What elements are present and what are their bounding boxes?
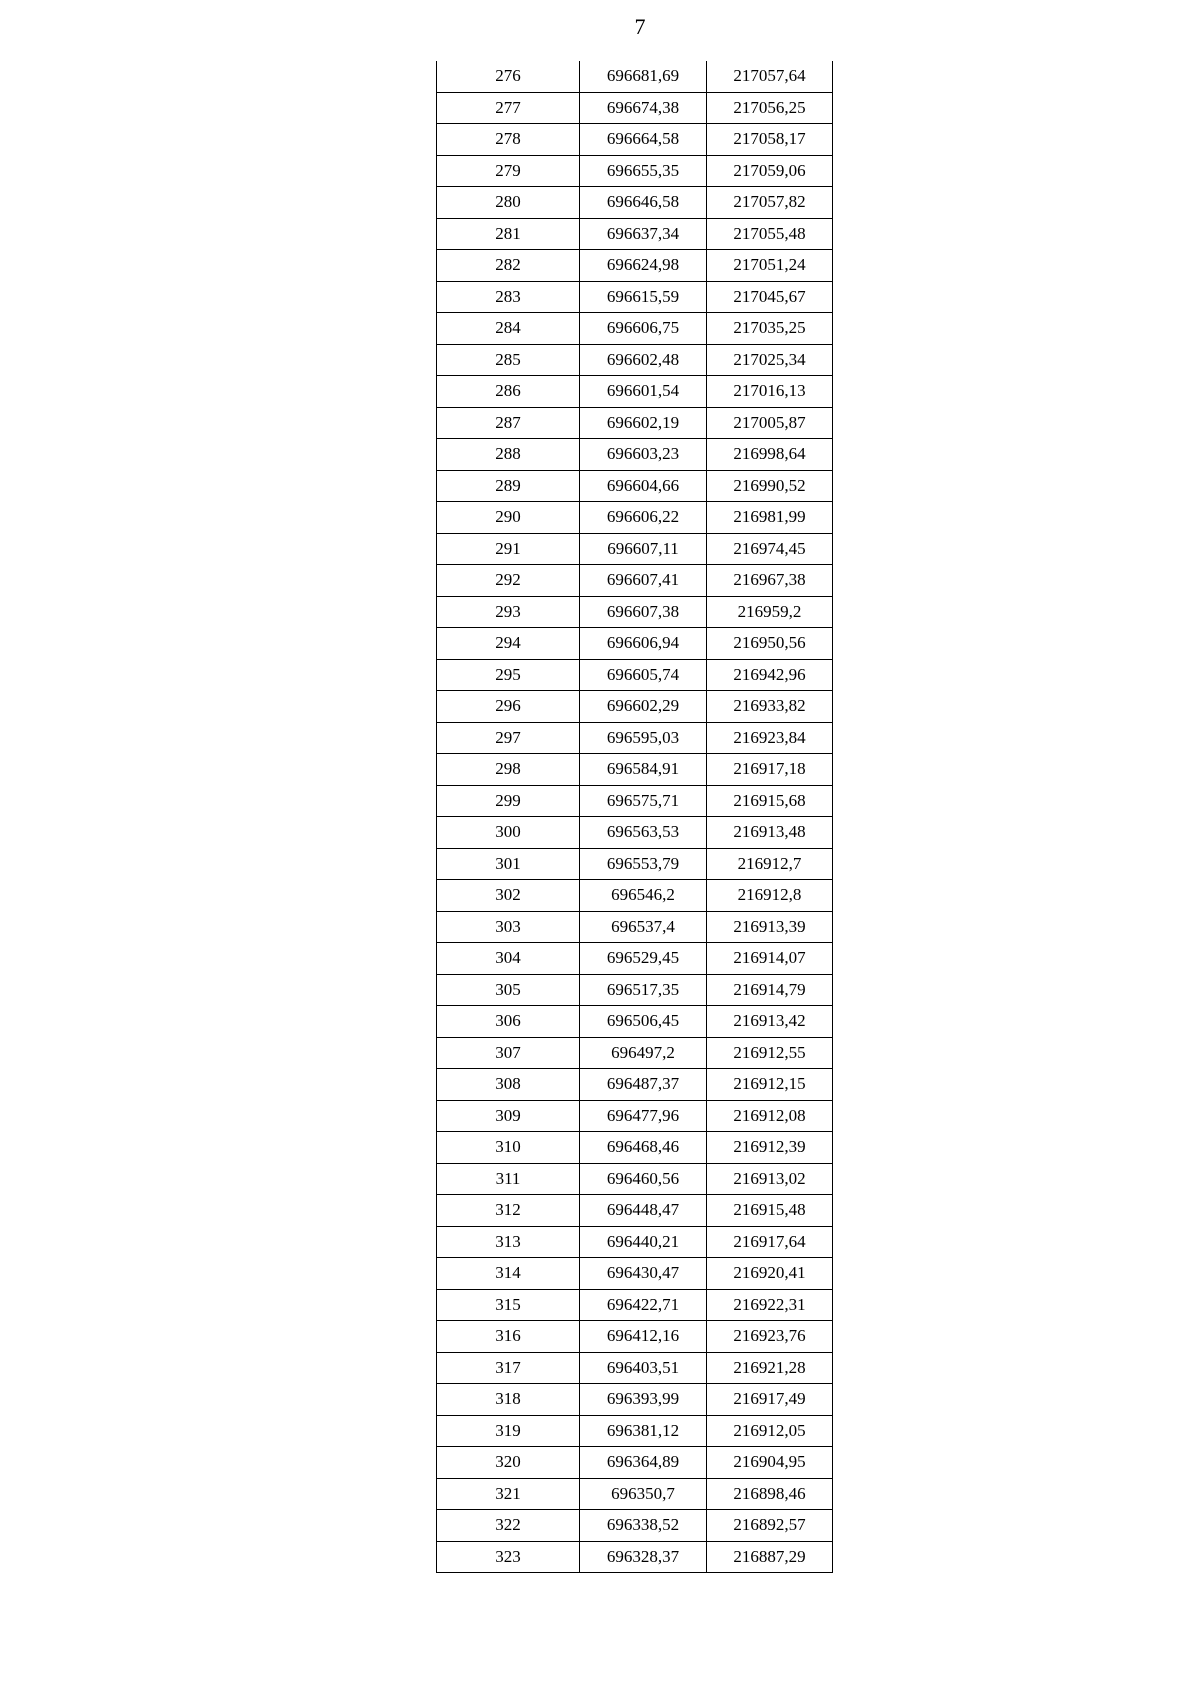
table-row [437,754,833,786]
point-number-cell: 319 [437,1415,580,1447]
x-coordinate-cell: 696553,79 [580,848,707,880]
y-coordinate-cell: 216913,48 [707,817,833,849]
table-row [437,313,833,345]
table-row [437,470,833,502]
table-row [437,1069,833,1101]
point-number-cell: 309 [437,1100,580,1132]
x-coordinate-cell: 696575,71 [580,785,707,817]
table-row [437,1384,833,1416]
table-row [437,155,833,187]
x-coordinate-cell: 696615,59 [580,281,707,313]
x-coordinate-cell: 696430,47 [580,1258,707,1290]
x-coordinate-cell: 696517,35 [580,974,707,1006]
point-number-cell: 281 [437,218,580,250]
y-coordinate-cell: 216920,41 [707,1258,833,1290]
table-row [437,1321,833,1353]
x-coordinate-cell: 696607,41 [580,565,707,597]
point-number-cell: 311 [437,1163,580,1195]
point-number-cell: 292 [437,565,580,597]
y-coordinate-cell: 216923,84 [707,722,833,754]
x-coordinate-cell: 696674,38 [580,92,707,124]
x-coordinate-cell: 696448,47 [580,1195,707,1227]
y-coordinate-cell: 216912,08 [707,1100,833,1132]
y-coordinate-cell: 217056,25 [707,92,833,124]
x-coordinate-cell: 696546,2 [580,880,707,912]
point-number-cell: 300 [437,817,580,849]
point-number-cell: 315 [437,1289,580,1321]
x-coordinate-cell: 696440,21 [580,1226,707,1258]
table-row [437,1258,833,1290]
table-row [437,1478,833,1510]
point-number-cell: 282 [437,250,580,282]
point-number-cell: 289 [437,470,580,502]
point-number-cell: 303 [437,911,580,943]
x-coordinate-cell: 696602,48 [580,344,707,376]
point-number-cell: 312 [437,1195,580,1227]
table-row [437,1352,833,1384]
point-number-cell: 316 [437,1321,580,1353]
table-row [437,281,833,313]
x-coordinate-cell: 696393,99 [580,1384,707,1416]
point-number-cell: 304 [437,943,580,975]
x-coordinate-cell: 696602,29 [580,691,707,723]
y-coordinate-cell: 216915,48 [707,1195,833,1227]
table-row [437,659,833,691]
x-coordinate-cell: 696606,22 [580,502,707,534]
point-number-cell: 307 [437,1037,580,1069]
coordinates-table-body [437,61,833,1573]
point-number-cell: 301 [437,848,580,880]
y-coordinate-cell: 216942,96 [707,659,833,691]
point-number-cell: 283 [437,281,580,313]
y-coordinate-cell: 217058,17 [707,124,833,156]
point-number-cell: 295 [437,659,580,691]
table-row [437,722,833,754]
y-coordinate-cell: 216913,42 [707,1006,833,1038]
point-number-cell: 323 [437,1541,580,1573]
point-number-cell: 318 [437,1384,580,1416]
x-coordinate-cell: 696664,58 [580,124,707,156]
x-coordinate-cell: 696655,35 [580,155,707,187]
x-coordinate-cell: 696606,75 [580,313,707,345]
y-coordinate-cell: 216974,45 [707,533,833,565]
coordinates-table [436,61,833,1573]
x-coordinate-cell: 696487,37 [580,1069,707,1101]
table-row [437,439,833,471]
y-coordinate-cell: 216912,05 [707,1415,833,1447]
y-coordinate-cell: 217059,06 [707,155,833,187]
table-row [437,250,833,282]
x-coordinate-cell: 696422,71 [580,1289,707,1321]
point-number-cell: 306 [437,1006,580,1038]
y-coordinate-cell: 216912,8 [707,880,833,912]
table-row [437,1195,833,1227]
x-coordinate-cell: 696563,53 [580,817,707,849]
point-number-cell: 297 [437,722,580,754]
x-coordinate-cell: 696646,58 [580,187,707,219]
point-number-cell: 299 [437,785,580,817]
x-coordinate-cell: 696381,12 [580,1415,707,1447]
table-row [437,1415,833,1447]
y-coordinate-cell: 216915,68 [707,785,833,817]
table-row [437,785,833,817]
y-coordinate-cell: 216959,2 [707,596,833,628]
y-coordinate-cell: 217055,48 [707,218,833,250]
point-number-cell: 317 [437,1352,580,1384]
y-coordinate-cell: 216912,15 [707,1069,833,1101]
y-coordinate-cell: 216917,18 [707,754,833,786]
y-coordinate-cell: 217005,87 [707,407,833,439]
x-coordinate-cell: 696350,7 [580,1478,707,1510]
y-coordinate-cell: 216998,64 [707,439,833,471]
point-number-cell: 278 [437,124,580,156]
x-coordinate-cell: 696602,19 [580,407,707,439]
y-coordinate-cell: 217016,13 [707,376,833,408]
y-coordinate-cell: 217057,64 [707,61,833,92]
x-coordinate-cell: 696584,91 [580,754,707,786]
point-number-cell: 305 [437,974,580,1006]
y-coordinate-cell: 217051,24 [707,250,833,282]
x-coordinate-cell: 696607,11 [580,533,707,565]
y-coordinate-cell: 217057,82 [707,187,833,219]
table-row [437,61,833,92]
point-number-cell: 288 [437,439,580,471]
x-coordinate-cell: 696624,98 [580,250,707,282]
y-coordinate-cell: 216912,7 [707,848,833,880]
y-coordinate-cell: 217025,34 [707,344,833,376]
table-row [437,1100,833,1132]
point-number-cell: 280 [437,187,580,219]
table-row [437,848,833,880]
x-coordinate-cell: 696606,94 [580,628,707,660]
y-coordinate-cell: 216887,29 [707,1541,833,1573]
table-row [437,880,833,912]
y-coordinate-cell: 217035,25 [707,313,833,345]
y-coordinate-cell: 216917,49 [707,1384,833,1416]
y-coordinate-cell: 216922,31 [707,1289,833,1321]
x-coordinate-cell: 696537,4 [580,911,707,943]
y-coordinate-cell: 216933,82 [707,691,833,723]
y-coordinate-cell: 216914,07 [707,943,833,975]
x-coordinate-cell: 696604,66 [580,470,707,502]
x-coordinate-cell: 696681,69 [580,61,707,92]
point-number-cell: 320 [437,1447,580,1479]
y-coordinate-cell: 216917,64 [707,1226,833,1258]
x-coordinate-cell: 696607,38 [580,596,707,628]
x-coordinate-cell: 696403,51 [580,1352,707,1384]
table-row [437,1289,833,1321]
point-number-cell: 321 [437,1478,580,1510]
point-number-cell: 314 [437,1258,580,1290]
y-coordinate-cell: 216904,95 [707,1447,833,1479]
x-coordinate-cell: 696605,74 [580,659,707,691]
table-row [437,407,833,439]
y-coordinate-cell: 216967,38 [707,565,833,597]
x-coordinate-cell: 696497,2 [580,1037,707,1069]
table-row [437,502,833,534]
table-row [437,911,833,943]
page-number: 7 [634,14,646,39]
point-number-cell: 310 [437,1132,580,1164]
x-coordinate-cell: 696637,34 [580,218,707,250]
table-row [437,1132,833,1164]
table-row [437,344,833,376]
point-number-cell: 290 [437,502,580,534]
table-row [437,628,833,660]
y-coordinate-cell: 216990,52 [707,470,833,502]
point-number-cell: 286 [437,376,580,408]
y-coordinate-cell: 216923,76 [707,1321,833,1353]
point-number-cell: 285 [437,344,580,376]
y-coordinate-cell: 216981,99 [707,502,833,534]
x-coordinate-cell: 696364,89 [580,1447,707,1479]
x-coordinate-cell: 696468,46 [580,1132,707,1164]
table-row [437,974,833,1006]
table-row [437,1037,833,1069]
table-row [437,376,833,408]
point-number-cell: 279 [437,155,580,187]
x-coordinate-cell: 696529,45 [580,943,707,975]
table-row [437,1510,833,1542]
table-row [437,187,833,219]
table-row [437,1226,833,1258]
x-coordinate-cell: 696412,16 [580,1321,707,1353]
point-number-cell: 276 [437,61,580,92]
table-row [437,691,833,723]
table-row [437,218,833,250]
point-number-cell: 322 [437,1510,580,1542]
x-coordinate-cell: 696460,56 [580,1163,707,1195]
point-number-cell: 284 [437,313,580,345]
y-coordinate-cell: 216913,39 [707,911,833,943]
point-number-cell: 296 [437,691,580,723]
table-row [437,124,833,156]
table-row [437,1541,833,1573]
table-row [437,1163,833,1195]
table-row [437,565,833,597]
point-number-cell: 298 [437,754,580,786]
point-number-cell: 277 [437,92,580,124]
y-coordinate-cell: 216913,02 [707,1163,833,1195]
x-coordinate-cell: 696477,96 [580,1100,707,1132]
point-number-cell: 302 [437,880,580,912]
y-coordinate-cell: 216898,46 [707,1478,833,1510]
table-row [437,1447,833,1479]
y-coordinate-cell: 216921,28 [707,1352,833,1384]
x-coordinate-cell: 696603,23 [580,439,707,471]
y-coordinate-cell: 217045,67 [707,281,833,313]
x-coordinate-cell: 696328,37 [580,1541,707,1573]
x-coordinate-cell: 696338,52 [580,1510,707,1542]
table-row [437,596,833,628]
x-coordinate-cell: 696595,03 [580,722,707,754]
point-number-cell: 293 [437,596,580,628]
table-row [437,92,833,124]
table-row [437,817,833,849]
y-coordinate-cell: 216912,39 [707,1132,833,1164]
y-coordinate-cell: 216892,57 [707,1510,833,1542]
table-row [437,533,833,565]
point-number-cell: 291 [437,533,580,565]
point-number-cell: 308 [437,1069,580,1101]
x-coordinate-cell: 696601,54 [580,376,707,408]
point-number-cell: 287 [437,407,580,439]
point-number-cell: 294 [437,628,580,660]
y-coordinate-cell: 216912,55 [707,1037,833,1069]
point-number-cell: 313 [437,1226,580,1258]
y-coordinate-cell: 216950,56 [707,628,833,660]
table-row [437,943,833,975]
x-coordinate-cell: 696506,45 [580,1006,707,1038]
table-row [437,1006,833,1038]
y-coordinate-cell: 216914,79 [707,974,833,1006]
